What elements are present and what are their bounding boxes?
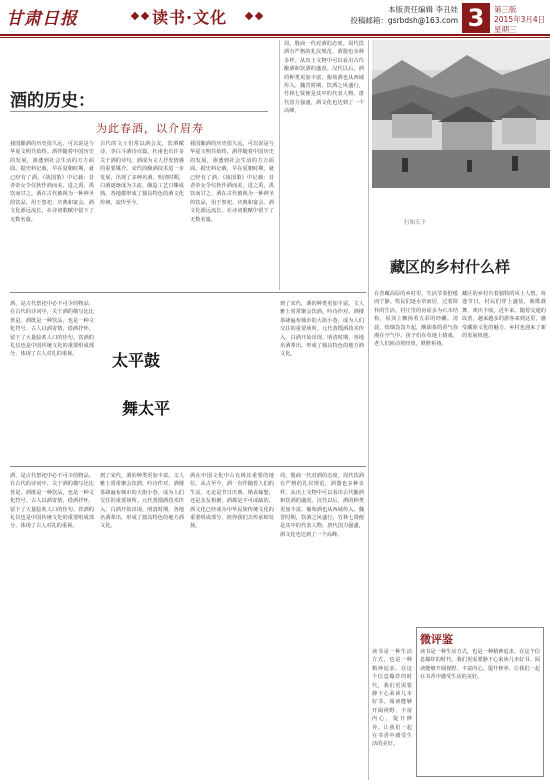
article-column-1: 我国酿酒的历史很久远，可以说是与华夏文明共始终。酒伴随着中国历史的发展，渗透到社会生活的方方面面。据史料记载，早在夏朝时期，就已经有了酒。《战国策》中记载：昔者帝女令仪狄作酒而美，进之禹，禹饮而甘之。酒在古代被视为一种神圣的饮品，用于祭祀、庆典和宴会。酒文化源远流长，在诗词歌赋中留下了无数名篇。 [10,141,94,223]
article-column-left-mid: 酒，是古代祭祀中必不可少的物品。在古代的诗词中，关于酒的描写比比皆是。酒既是一种饮品，也是一种文化符号。古人以酒寄情，借酒抒怀，留下了大量脍炙人口的佳句。饮酒的礼仪也是中国传统文化的重要组成部分，体现了古人对礼的重视。 [10,301,94,358]
date-info [494,5,550,35]
bottom-column-1: 酒，是古代祭祀中必不可少的物品。在古代的诗词中，关于酒的描写比比皆是。酒既是一种饮品，也是一种文化符号。古人以酒寄情，借酒抒怀，留下了大量脍炙人口的佳句。饮酒的礼仪也是中国传统文化的重要组成部分，体现了古人对礼的重视。 [10,473,94,530]
diamond-icon [141,12,149,20]
diamond-icon [245,12,253,20]
weixin-review-body: 读书是一种生活方式，也是一种精神追求。在这个信息爆炸的时代，我们更需要静下心来读几本好书。阅读能够开阔视野，丰富内心，提升修养。让我们一起在书香中感受生活的美好。 [420,649,540,681]
page-number: 3 [462,3,490,33]
newspaper-logo: 甘肃日报 [6,9,78,29]
diamond-icon [255,12,263,20]
article-column-right-mid: 到了宋代，酒的种类更加丰富。文人雅士常常聚会饮酒，吟诗作对。酒楼茶肆遍布城市的大街小巷，成为人们交往的重要场所。元代蒸馏酒技术传入，白酒开始出现。明清时期，各地名酒辈出，形成了独具特色的地方酒文化。 [280,301,364,358]
column-divider [368,40,369,780]
bottom-column-3: 酒在中国文化中占有极其重要的地位。从古至今，酒一直伴随着人们的生活。无论是节日庆典、婚丧嫁娶，还是亲友相聚，酒都是不可或缺的。酒文化已经成为中华民族传统文化的重要组成部分，值得我们去传承和发扬。 [190,473,274,530]
village-photo [372,40,550,188]
editor-info [318,4,458,26]
page-label: 第三版 [494,5,517,14]
side-article-title: 藏区的乡村什么样 [390,258,511,276]
photo-caption: 行知天下 [404,220,427,226]
side-column-2: 藏区的乡村有着独特的风土人情。每逢节日，村民们穿上盛装，载歌载舞，欢庆丰收。近年来，随着交通的改善，越来越多的游客来到这里，感受藏族文化的魅力，乡村也迎来了新的发展机遇。 [462,291,546,340]
bottom-column-2: 到了宋代，酒的种类更加丰富。文人雅士常常聚会饮酒，吟诗作对。酒楼茶肆遍布城市的大街小巷，成为人们交往的重要场所。元代蒸馏酒技术传入，白酒开始出现。明清时期，各地名酒辈出，形成了独具特色的地方酒文化。 [100,473,184,530]
section-banner [112,4,292,28]
weekday: 星期三 [494,25,517,34]
top-rule-thin [0,37,550,38]
top-rule [0,34,550,36]
issue-date: 2015年3月4日 [494,15,546,24]
editor-email: 投稿邮箱：gsrbdsh@163.com [350,16,458,25]
village-photo-svg [372,40,550,188]
article-subtitle: 为此春酒，以介眉寿 [96,122,204,135]
weixin-review-title: 微评鉴 [420,633,453,646]
section-rule [10,466,366,467]
article-column-2b: 我国酿酒的历史很久远，可以说是与华夏文明共始终。酒伴随着中国历史的发展，渗透到社会生活的方方面面。据史料记载，早在夏朝时期，就已经有了酒。《战国策》中记载：昔者帝女令仪狄作酒而美，进之禹，禹饮而甘之。酒在古代被视为一种神圣的饮品，用于祭祀、庆典和宴会。酒文化源远流长，在诗词歌赋中留下了无数名篇。 [190,141,274,223]
article-column-3: 周，殷商一代对酒的态度。周代饮酒有严格的礼仪规范，酒器也多种多样。从出土文物中可以看出古代酿酒和饮酒的盛况。汉代以后，酒的种类更加丰富，葡萄酒也从西域传入。魏晋时期，饮酒之风盛行，竹林七贤便是其中的代表人物。唐代国力强盛，酒文化也达到了一个高峰。 [284,41,364,115]
article-column-2: 古代的文士们常以酒会友，饮酒赋诗。李白斗酒诗百篇，杜甫也有许多关于酒的诗句。酒成为文人抒发情感的重要媒介。宋代的酿酒技术进一步发展，出现了多种名酒。明清时期，白酒逐渐成为主流，酿造工艺日臻成熟。各地都形成了独具特色的酒文化传统，流传至今。 [100,141,184,206]
editor-name: 本版责任编辑 李丑娃 [388,5,458,14]
weixin-side-text: 读书是一种生活方式，也是一种精神追求。在这个信息爆炸的时代，我们更需要静下心来读几本好书。阅读能够开阔视野，丰富内心，提升修养。让我们一起在书香中感受生活的美好。 [372,649,412,748]
side-column-1: 在青藏高原的乡村里，生活节奏舒缓而宁静。牧民们逐水草而居，过着简朴的生活。村庄里的房屋多为石木结构，屋顶上飘扬着五彩的经幡。清晨，炊烟袅袅升起，酥油茶的香气弥漫在空气中。孩子们在草地上嬉戏，老人们转动着经筒，默默祈祷。 [374,291,458,348]
column-divider [279,40,280,290]
section-rule [10,292,366,293]
calligraphy-line-1: 太平鼓 [112,351,161,370]
section-title: 读书·文化 [152,8,228,27]
calligraphy-line-2: 舞太平 [122,399,171,418]
bottom-column-4: 周，殷商一代对酒的态度。周代饮酒有严格的礼仪规范，酒器也多种多样。从出土文物中可以看出古代酿酒和饮酒的盛况。汉代以后，酒的种类更加丰富，葡萄酒也从西域传入。魏晋时期，饮酒之风盛行，竹林七贤便是其中的代表人物。唐代国力强盛，酒文化也达到了一个高峰。 [280,473,364,538]
diamond-icon [131,12,139,20]
article-title: 酒的历史： [10,91,95,111]
title-rule [10,111,268,112]
